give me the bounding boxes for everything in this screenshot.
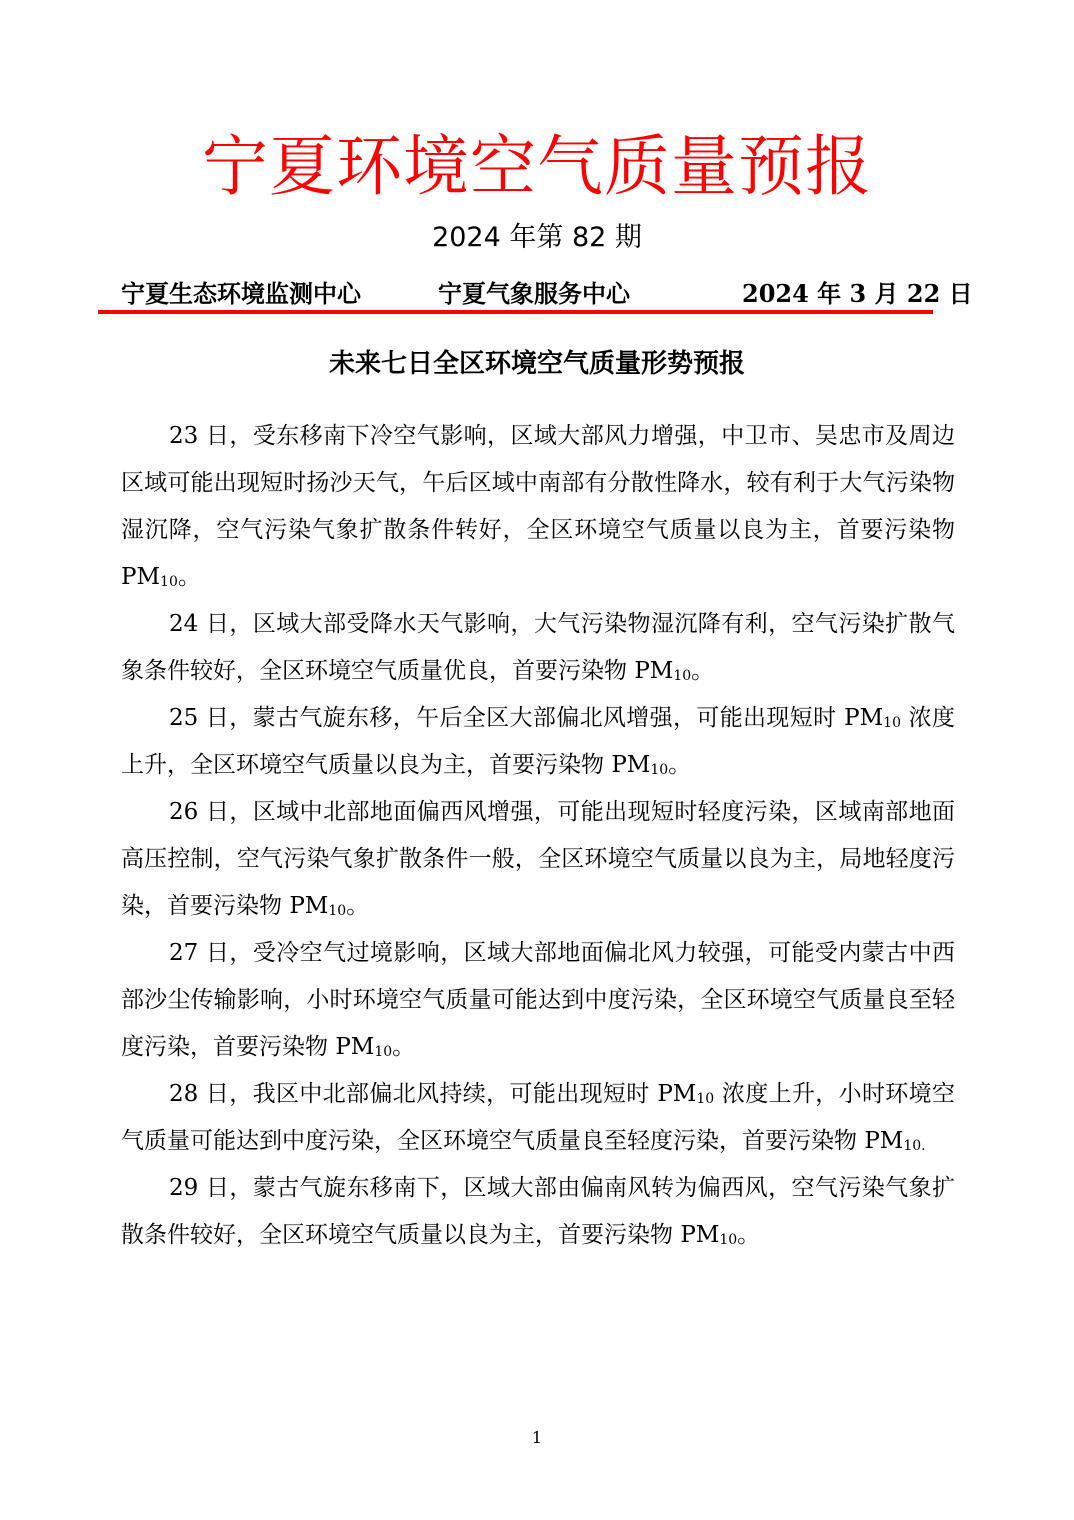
pollutant-subscript: 10 xyxy=(673,668,692,684)
pollutant-name: PM xyxy=(289,893,329,919)
sentence-end: 。 xyxy=(177,564,201,590)
forecast-text: 28 日，我区中北部偏北风持续，可能出现短时 xyxy=(169,1081,658,1107)
forecast-text: 27 日，受冷空气过境影响，区域大部地面偏北风力较强，可能受内蒙古中西部沙尘传输影响，小时环境空气质量可能达到中度污染，全区环境空气质量良至轻度污染，首要污染物 xyxy=(121,940,955,1060)
forecast-day-29 xyxy=(121,1165,955,1259)
forecast-day-26 xyxy=(121,789,955,930)
forecast-text: 29 日，蒙古气旋东移南下，区域大部由偏南风转为偏西风，空气污染气象扩散条件较好，全区环境空气质量以良为主，首要污染物 xyxy=(121,1175,955,1248)
pollutant-subscript: 10 xyxy=(650,762,669,778)
issue-date: 2024 年 3 月 22 日 xyxy=(742,279,973,308)
forecast-day-27 xyxy=(121,930,955,1071)
sentence-end: 。 xyxy=(691,658,715,684)
issue-number: 2024 年第 82 期 xyxy=(432,222,642,253)
pollutant-subscript: 10 xyxy=(696,1091,715,1107)
forecast-text: 浓度上升，全区环境空气质量以良为主，首要污染物 xyxy=(121,705,956,778)
pollutant-name: PM xyxy=(844,705,884,731)
pollutant-subscript: 10 xyxy=(883,715,901,731)
pollutant-name: PM xyxy=(611,752,651,778)
pollutant-name: PM xyxy=(864,1128,904,1154)
forecast-day-23 xyxy=(121,413,955,601)
pollutant-subscript: 10 xyxy=(903,1138,922,1154)
forecast-text: 24 日，区域大部受降水天气影响，大气污染物湿沉降有利，空气污染扩散气象条件较好，全区环境空气质量优良，首要污染物 xyxy=(121,611,955,684)
forecast-day-28 xyxy=(121,1071,955,1165)
pollutant-subscript: 10 xyxy=(328,903,347,919)
issuer-meteorological-center: 宁夏气象服务中心 xyxy=(438,279,630,308)
sentence-end: 。 xyxy=(392,1034,416,1060)
page-number: 1 xyxy=(531,1428,543,1447)
pollutant-name: PM xyxy=(121,564,161,590)
masthead-title: 宁夏环境空气质量预报 xyxy=(202,128,872,205)
sentence-end: 。 xyxy=(737,1222,761,1248)
forecast-body xyxy=(121,413,955,1259)
issuer-monitoring-center: 宁夏生态环境监测中心 xyxy=(121,279,361,308)
sentence-end: 。 xyxy=(668,752,692,778)
forecast-text: 23 日，受东移南下冷空气影响，区域大部风力增强，中卫市、吴忠市及周边区域可能出现短时扬沙天气，午后区域中南部有分散性降水，较有利于大气污染物湿沉降，空气污染气象扩散条件转好，全区环境空气质量以良为主，首要污染物 xyxy=(121,423,955,543)
forecast-text: 25 日，蒙古气旋东移，午后全区大部偏北风增强，可能出现短时 xyxy=(169,705,845,731)
pollutant-name: PM xyxy=(680,1222,720,1248)
pollutant-name: PM xyxy=(335,1034,375,1060)
forecast-day-24 xyxy=(121,601,955,695)
pollutant-subscript: 10 xyxy=(719,1232,738,1248)
sentence-end: 。 xyxy=(346,893,370,919)
pollutant-name: PM xyxy=(657,1081,697,1107)
pollutant-subscript: 10 xyxy=(374,1044,393,1060)
forecast-text: 浓度上升，小时环境空气质量可能达到中度污染，全区环境空气质量良至轻度污染，首要污染物 xyxy=(121,1081,956,1154)
pollutant-subscript: 10 xyxy=(160,574,178,590)
forecast-day-25 xyxy=(121,695,955,789)
forecast-text: 26 日，区域中北部地面偏西风增强，可能出现短时轻度污染，区域南部地面高压控制，空气污染气象扩散条件一般，全区环境空气质量以良为主，局地轻度污染，首要污染物 xyxy=(121,799,955,919)
header-divider xyxy=(98,310,933,314)
pollutant-name: PM xyxy=(634,658,674,684)
sentence-end: . xyxy=(921,1138,926,1154)
section-title: 未来七日全区环境空气质量形势预报 xyxy=(328,349,745,379)
